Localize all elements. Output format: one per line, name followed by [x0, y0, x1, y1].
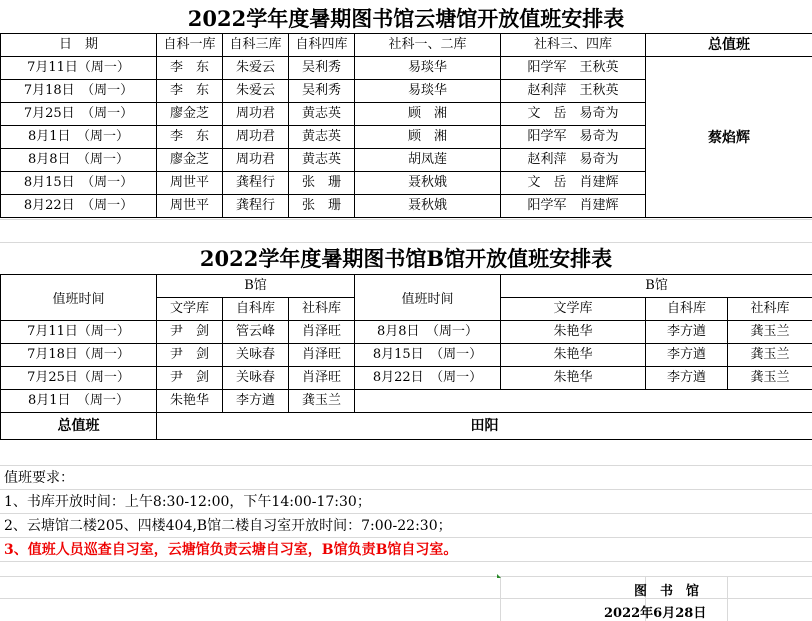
table-row	[1, 57, 812, 80]
name-cell: 吴利秀	[289, 80, 355, 103]
name-cell: 尹 剑	[157, 321, 223, 344]
notes-line-1: 1、书库开放时间：上午8:30-12:00，下午14:00-17:30；	[4, 494, 371, 510]
date-cell: 8月8日 （周一）	[1, 149, 157, 172]
name-cell: 龚玉兰	[728, 321, 812, 344]
date-cell: 8月22日 （周一）	[1, 195, 157, 218]
date-cell: 7月11日（周一）	[1, 321, 157, 344]
general-duty-name: 蔡焰辉	[646, 57, 812, 218]
date-cell: 7月25日（周一）	[1, 367, 157, 390]
date-cell: 8月15日 （周一）	[355, 344, 501, 367]
name-cell: 龚玉兰	[289, 390, 355, 413]
table-row	[1, 367, 812, 390]
yuntang-duty-table	[0, 33, 812, 218]
name-cell: 易琰华	[355, 57, 501, 80]
b-hall-header-left: B馆	[157, 275, 355, 298]
table-row	[1, 344, 812, 367]
duty-requirements	[4, 466, 457, 562]
header-sci1: 自科一库	[157, 34, 223, 57]
header-soc34: 社科三、四库	[501, 34, 646, 57]
name-cell: 李方遒	[646, 367, 728, 390]
notes-heading: 值班要求：	[4, 470, 74, 486]
name-cell: 赵利萍 王秋英	[501, 80, 646, 103]
sub-header-social: 社科库	[289, 298, 355, 321]
name-cell: 李 东	[157, 80, 223, 103]
header-sci4: 自科四库	[289, 34, 355, 57]
name-cell: 朱爱云	[223, 57, 289, 80]
name-cell: 吴利秀	[289, 57, 355, 80]
name-cell: 朱爱云	[223, 80, 289, 103]
header-soc12: 社科一、二库	[355, 34, 501, 57]
notes-line-2: 2、云塘馆二楼205、四楼404,B馆二楼自习室开放时间：7:00-22:30；	[4, 518, 452, 534]
name-cell: 龚程行	[223, 172, 289, 195]
duty-time-header-right: 值班时间	[355, 275, 501, 321]
name-cell: 胡凤莲	[355, 149, 501, 172]
name-cell: 周世平	[157, 195, 223, 218]
name-cell: 顾 湘	[355, 103, 501, 126]
empty-cell	[355, 390, 812, 413]
sub-header-social: 社科库	[728, 298, 812, 321]
name-cell: 朱艳华	[501, 367, 646, 390]
name-cell: 关咏春	[223, 344, 289, 367]
name-cell: 文 岳 易奇为	[501, 103, 646, 126]
name-cell: 聂秋娥	[355, 172, 501, 195]
name-cell: 黄志英	[289, 149, 355, 172]
table2-header-row	[1, 275, 812, 298]
name-cell: 顾 湘	[355, 126, 501, 149]
name-cell: 尹 剑	[157, 344, 223, 367]
name-cell: 周功君	[223, 149, 289, 172]
table1-header-row	[1, 34, 812, 57]
name-cell: 关咏春	[223, 367, 289, 390]
name-cell: 尹 剑	[157, 367, 223, 390]
name-cell: 黄志英	[289, 126, 355, 149]
date-cell: 8月1日 （周一）	[1, 390, 157, 413]
name-cell: 阳学军 王秋英	[501, 57, 646, 80]
name-cell: 聂秋娥	[355, 195, 501, 218]
header-sci3: 自科三库	[223, 34, 289, 57]
header-date: 日 期	[1, 34, 157, 57]
header-general-duty: 总值班	[646, 34, 812, 57]
date-cell: 7月18日（周一）	[1, 344, 157, 367]
name-cell: 肖泽旺	[289, 344, 355, 367]
name-cell: 朱艳华	[157, 390, 223, 413]
name-cell: 黄志英	[289, 103, 355, 126]
sub-header-science: 自科库	[223, 298, 289, 321]
table-row	[1, 390, 812, 413]
duty-time-header-left: 值班时间	[1, 275, 157, 321]
name-cell: 肖泽旺	[289, 321, 355, 344]
name-cell: 龚程行	[223, 195, 289, 218]
table2-title: 2022学年度暑期图书馆B馆开放值班安排表	[199, 246, 613, 271]
b-hall-duty-table	[0, 274, 812, 440]
general-duty-label: 总值班	[1, 413, 157, 440]
name-cell: 李 东	[157, 126, 223, 149]
name-cell: 肖泽旺	[289, 367, 355, 390]
name-cell: 李方遒	[646, 344, 728, 367]
general-duty-name: 田阳	[157, 413, 812, 440]
name-cell: 朱艳华	[501, 344, 646, 367]
name-cell: 朱艳华	[501, 321, 646, 344]
date-cell: 7月18日 （周一）	[1, 80, 157, 103]
date-cell: 7月11日（周一）	[1, 57, 157, 80]
name-cell: 廖金芝	[157, 103, 223, 126]
notes-line-3: 3、值班人员巡查自习室，云塘馆负责云塘自习室，B馆负责B馆自习室。	[4, 542, 458, 558]
name-cell: 张 珊	[289, 172, 355, 195]
footer-date: 2022年6月28日	[604, 606, 707, 621]
name-cell: 管云峰	[223, 321, 289, 344]
date-cell: 7月25日 （周一）	[1, 103, 157, 126]
name-cell: 阳学军 肖建辉	[501, 195, 646, 218]
name-cell: 周功君	[223, 126, 289, 149]
name-cell: 文 岳 肖建辉	[501, 172, 646, 195]
name-cell: 李方遒	[223, 390, 289, 413]
name-cell: 赵利萍 易奇为	[501, 149, 646, 172]
name-cell: 廖金芝	[157, 149, 223, 172]
table1-title: 2022学年度暑期图书馆云塘馆开放值班安排表	[187, 6, 625, 31]
sub-header-literature: 文学库	[501, 298, 646, 321]
name-cell: 张 珊	[289, 195, 355, 218]
date-cell: 8月22日 （周一）	[355, 367, 501, 390]
date-cell: 8月1日 （周一）	[1, 126, 157, 149]
name-cell: 周世平	[157, 172, 223, 195]
name-cell: 龚玉兰	[728, 367, 812, 390]
name-cell: 阳学军 易奇为	[501, 126, 646, 149]
general-duty-row	[1, 413, 812, 440]
name-cell: 李方遒	[646, 321, 728, 344]
name-cell: 易琰华	[355, 80, 501, 103]
sub-header-literature: 文学库	[157, 298, 223, 321]
name-cell: 李 东	[157, 57, 223, 80]
name-cell: 龚玉兰	[728, 344, 812, 367]
sub-header-science: 自科库	[646, 298, 728, 321]
date-cell: 8月15日 （周一）	[1, 172, 157, 195]
b-hall-header-right: B馆	[501, 275, 812, 298]
date-cell: 8月8日 （周一）	[355, 321, 501, 344]
footer-org: 图 书 馆	[634, 584, 700, 599]
name-cell: 周功君	[223, 103, 289, 126]
table-row	[1, 321, 812, 344]
cell-marker	[497, 574, 501, 578]
